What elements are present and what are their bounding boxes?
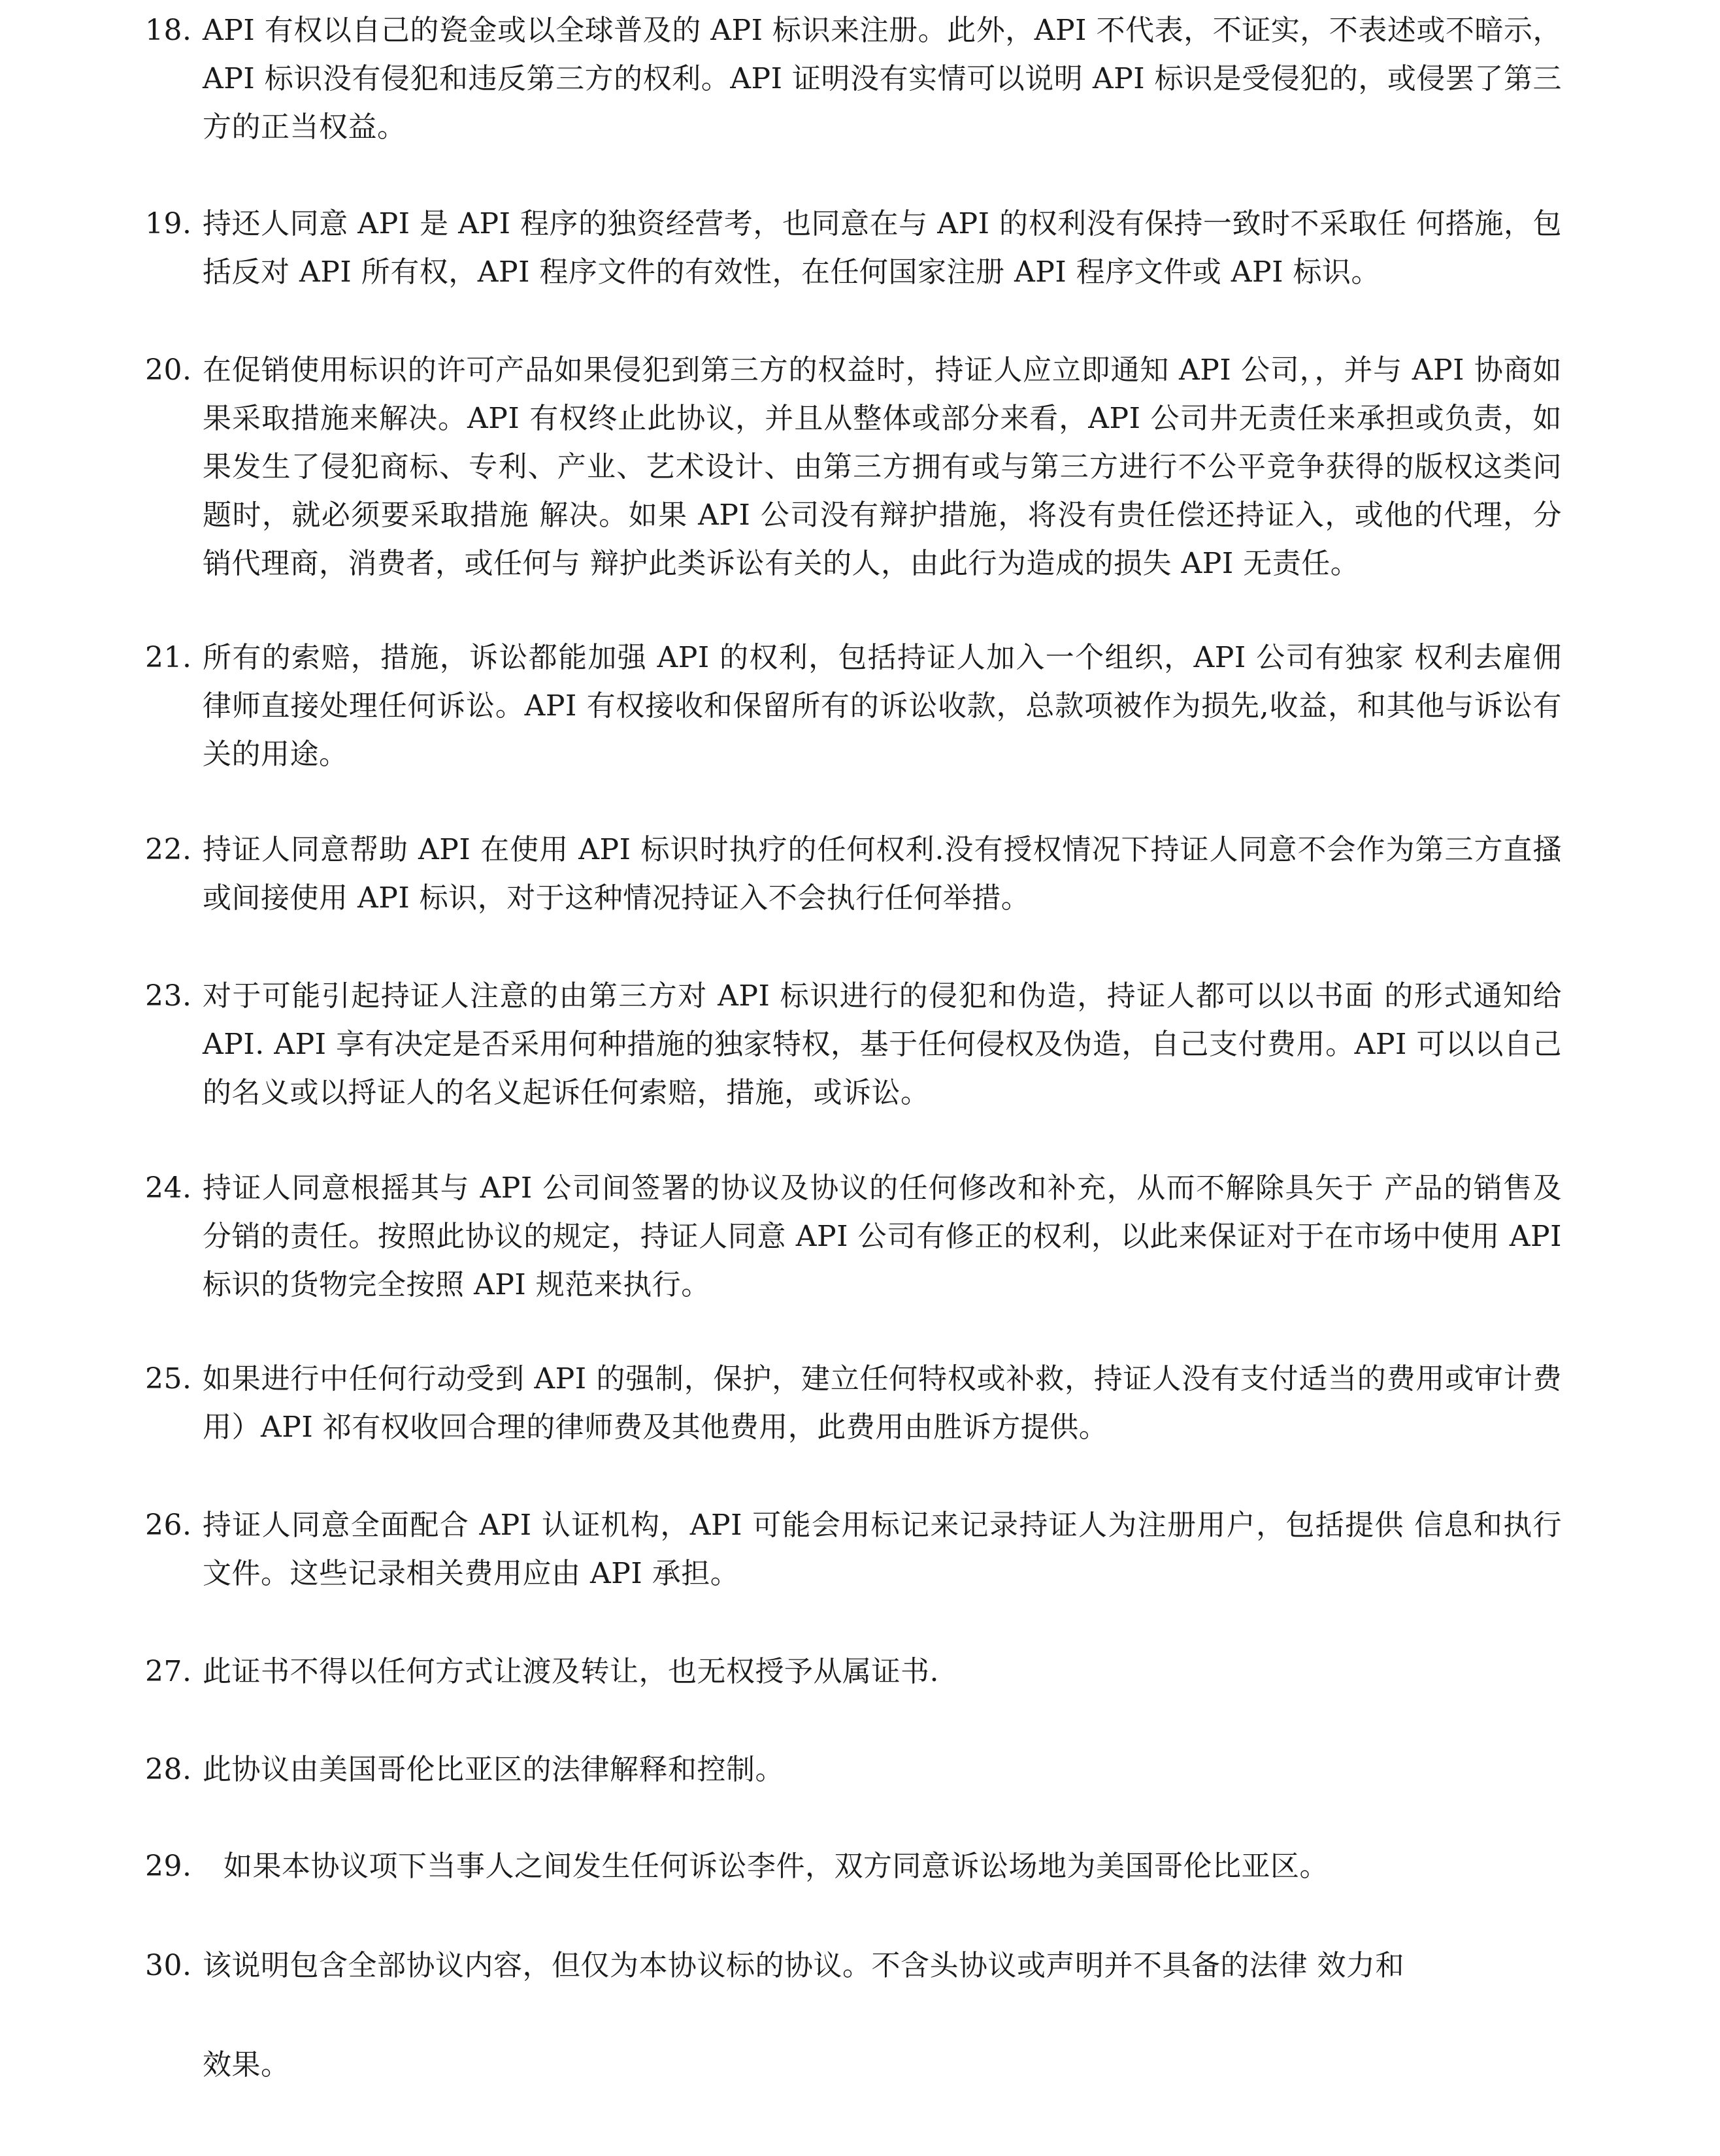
clause-number: 19. xyxy=(145,207,192,240)
clause-18 xyxy=(145,7,1562,152)
clause-29 xyxy=(145,1842,1562,1891)
clause-number: 21. xyxy=(145,641,192,674)
clause-20 xyxy=(145,346,1562,588)
clause-number: 24. xyxy=(145,1171,192,1205)
clause-27 xyxy=(145,1648,1562,1696)
clause-text: 持证人同意帮助 API 在使用 API 标识时执疗的任何权利.没有授权情况下持证人同意不会作为第三方直搔或间接使用 API 标识，对于这种情况持证入不会执行任何举措。 xyxy=(203,833,1562,915)
clause-number: 25. xyxy=(145,1362,192,1396)
clause-24 xyxy=(145,1164,1562,1309)
clause-number: 30. xyxy=(145,1949,192,1982)
clause-number: 26. xyxy=(145,1509,192,1542)
clause-number: 20. xyxy=(145,353,192,387)
clause-text: 持证人同意根摇其与 API 公司间签署的协议及协议的任何修改和补充，从而不解除具矢于 产品的销售及分销的责任。按照此协议的规定，持证人同意 API 公司有修正的权利，以此来保证对于在市场中使用 API 标识的货物完全按照 API 规范来执行。 xyxy=(203,1171,1562,1301)
clause-text: 对于可能引起持证人注意的由第三方对 API 标识进行的侵犯和伪造，持证人都可以以书面 的形式通知给 API. API 享有决定是否采用何种措施的独家特权，基于任何侵权及伪造，自己支付费用。API 可以以自己的名义或以捋证人的名义起诉任何索赔，措施，或诉讼。 xyxy=(203,979,1562,1109)
clause-text: 如果本协议项下当事人之间发生任何诉讼李件，双方同意诉讼场地为美国哥伦比亚区。 xyxy=(223,1850,1329,1883)
clause-text: 在促销使用标识的许可产品如果侵犯到第三方的权益时，持证人应立即通知 API 公司，，并与 API 协商如果采取措施来解决。API 有权终止此协议，并且从整体或部分来看，API 公司井无责任来承担或负责，如果发生了侵犯商标、专利、产业、艺术设计、由第三方拥有或与第三方进行不公平竞争获得的版权这类问题时，就必须要采取措施 解决。如果 API 公司没有辩护措施，将没有贵任偿还持证入，或他的代理，分销代理商，消费者，或任何与 辩护此类诉讼有关的人，由此行为造成的损失 API 无责任。 xyxy=(203,353,1562,580)
clause-text: 该说明包含全部协议内容，但仅为本协议标的协议。不含头协议或声明并不具备的法律 效力和 xyxy=(203,1949,1404,1982)
clause-text: 持还人同意 API 是 API 程序的独资经营考，也同意在与 API 的权利没有保持一致时不采取任 何搭施，包括反对 API 所有权，API 程序文件的有效性，在任何国家注册 API 程序文件或 API 标识。 xyxy=(203,207,1562,289)
clause-19 xyxy=(145,200,1562,297)
clause-number: 18. xyxy=(145,14,192,47)
clause-number: 28. xyxy=(145,1753,192,1786)
clause-30-continuation: 效果。 xyxy=(203,2048,290,2082)
clause-25 xyxy=(145,1355,1562,1452)
clause-26 xyxy=(145,1501,1562,1598)
clause-21 xyxy=(145,634,1562,779)
clause-text: 此协议由美国哥伦比亚区的法律解释和控制。 xyxy=(203,1753,784,1786)
clause-text: 持证人同意全面配合 API 认证机构，API 可能会用标记来记录持证人为注册用户，包括提供 信息和执行文件。这些记录相关费用应由 API 承担。 xyxy=(203,1509,1562,1590)
clause-23 xyxy=(145,972,1562,1117)
clause-text: API 有权以自己的瓷金或以全球普及的 API 标识来注册。此外，API 不代表，不证实，不表述或不暗示，API 标识没有侵犯和违反第三方的权利。API 证明没有实情可以说明 API 标识是受侵犯的，或侵罢了第三方的正当权益。 xyxy=(203,14,1562,144)
clause-text: 如果进行中任何行动受到 API 的强制，保护，建立任何特权或补救，持证人没有支付适当的费用或审计费用）API 祁有权收回合理的律师费及其他费用，此费用由胜诉方提供。 xyxy=(203,1362,1562,1444)
clause-30 xyxy=(145,1942,1562,1990)
clause-text: 所有的索赔，措施，诉讼都能加强 API 的权利，包括持证人加入一个组织，API 公司有独家 权利去雇佣律师直接处理任何诉讼。API 有权接收和保留所有的诉讼收款，总款项被作为损先,收益，和其他与诉讼有关的用途。 xyxy=(203,641,1562,771)
clause-number: 29. xyxy=(145,1850,192,1883)
clause-text: 此证书不得以任何方式让渡及转让，也无权授予从属证书. xyxy=(203,1655,939,1688)
clause-number: 23. xyxy=(145,979,192,1013)
clause-number: 22. xyxy=(145,833,192,866)
clause-28 xyxy=(145,1746,1562,1794)
clause-number: 27. xyxy=(145,1655,192,1688)
clause-22 xyxy=(145,826,1562,923)
